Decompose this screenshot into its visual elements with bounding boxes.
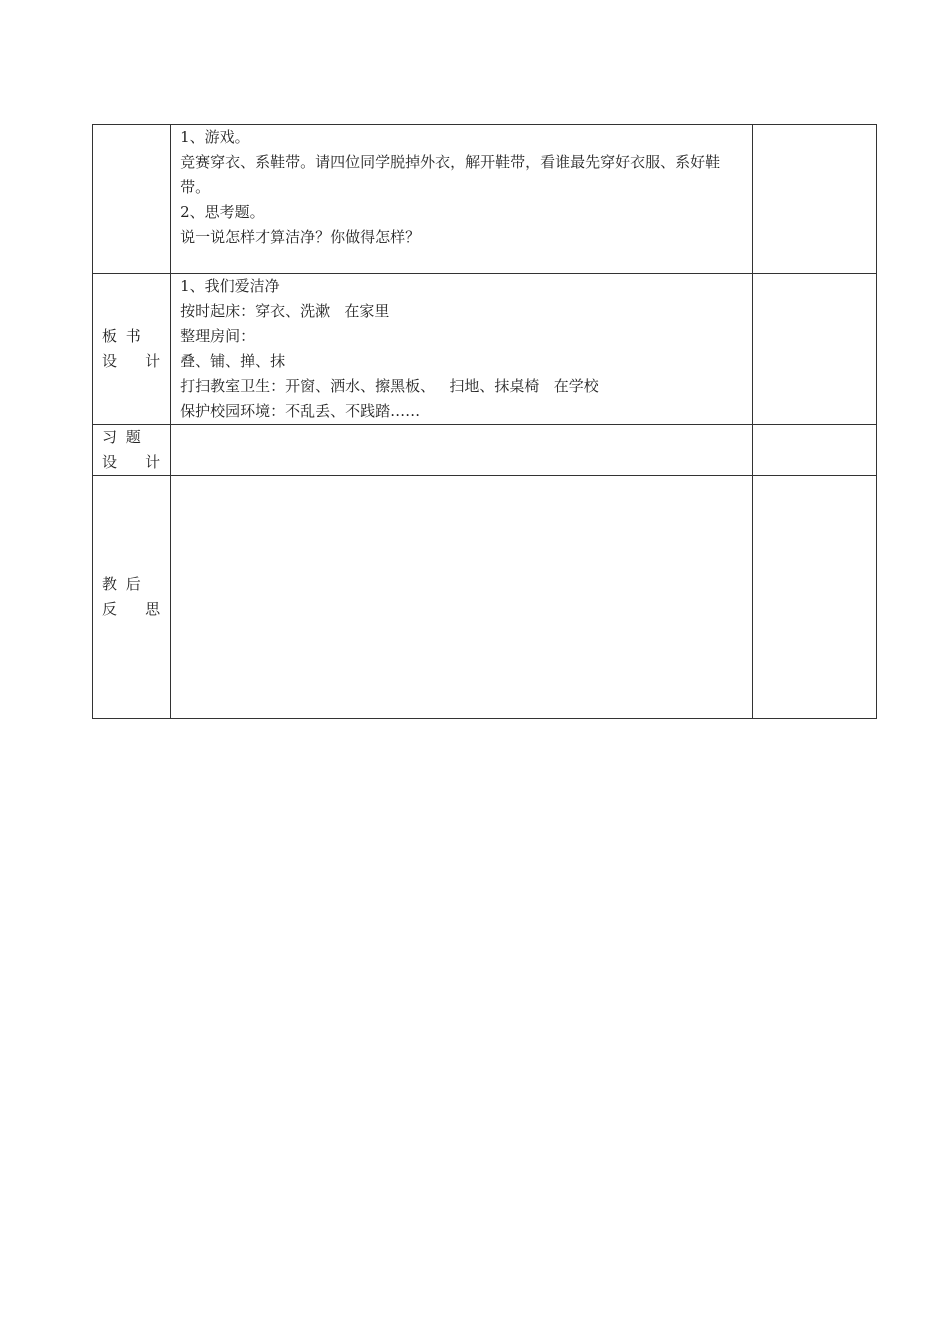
activity-note-cell (752, 125, 876, 274)
content-line: 叠、铺、掸、抹 (180, 352, 286, 370)
row-label: 板 书 设 计 (102, 327, 163, 370)
board-design-row (93, 274, 877, 425)
board-design-content-cell (171, 274, 753, 425)
row-label: 教 后 反 思 (102, 575, 163, 618)
content-line: 打扫教室卫生：开窗、洒水、擦黑板、 扫地、抹桌椅 在学校 (180, 377, 599, 395)
lesson-plan-table (92, 124, 877, 719)
reflection-row (93, 476, 877, 719)
content-line: 保护校园环境：不乱丢、不践踏…… (180, 402, 421, 420)
board-design-label-cell (93, 274, 171, 425)
exercise-design-row (93, 425, 877, 476)
activity-label-cell (93, 125, 171, 274)
reflection-note-cell (752, 476, 876, 719)
activity-content-cell (171, 125, 753, 274)
exercise-design-note-cell (752, 425, 876, 476)
content-line: 竞赛穿衣、系鞋带。请四位同学脱掉外衣，解开鞋带，看谁最先穿好衣服、系好鞋带。 (180, 153, 721, 196)
exercise-design-label-cell (93, 425, 171, 476)
reflection-content-cell (171, 476, 753, 719)
row-label: 习 题 设 计 (102, 428, 163, 471)
content-line: 1、我们爱洁净 (180, 277, 280, 295)
activity-row (93, 125, 877, 274)
exercise-design-content-cell (171, 425, 753, 476)
content-line: 1、游戏。 (180, 128, 250, 146)
content-line: 说一说怎样才算洁净？你做得怎样？ (180, 228, 421, 246)
content-line: 整理房间： (180, 327, 256, 345)
content-line: 2、思考题。 (180, 203, 265, 221)
reflection-label-cell (93, 476, 171, 719)
content-line: 按时起床：穿衣、洗漱 在家里 (180, 302, 390, 320)
board-design-note-cell (752, 274, 876, 425)
